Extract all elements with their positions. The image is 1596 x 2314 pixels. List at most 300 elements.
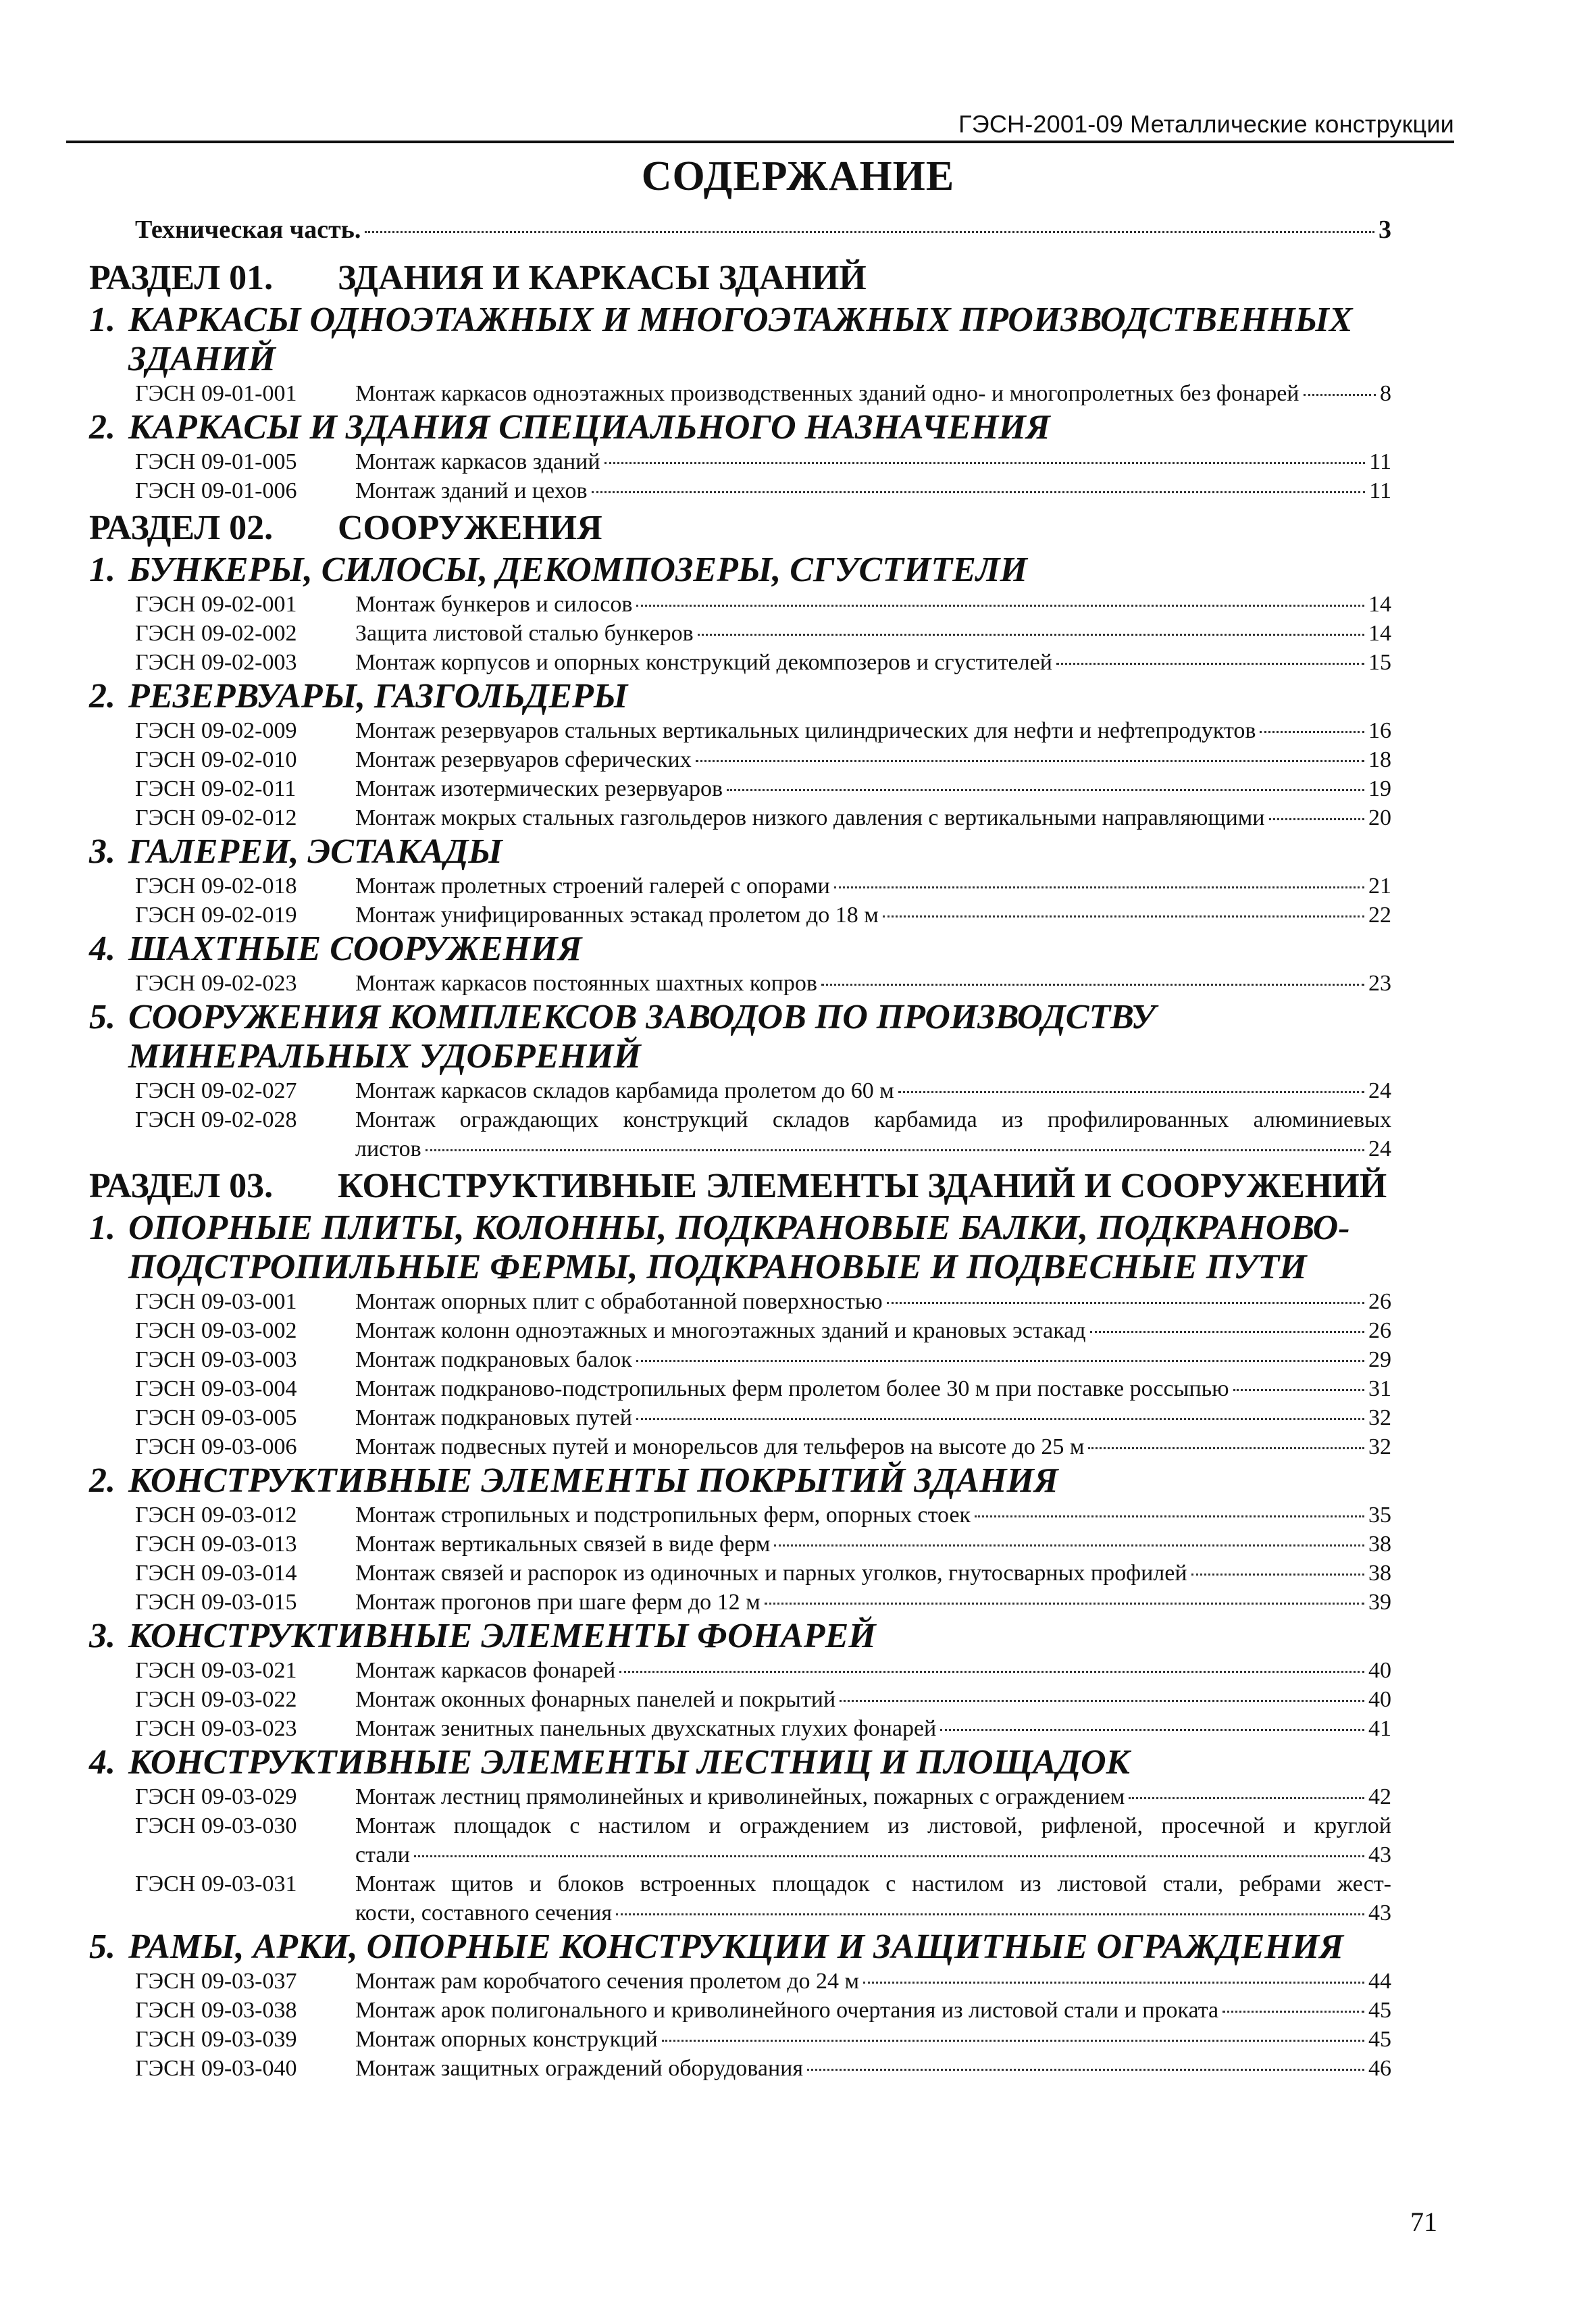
toc-entry[interactable] — [0, 901, 1596, 930]
entry-page: 31 — [1368, 1376, 1391, 1401]
dot-leader — [863, 1982, 1364, 1984]
entry-page: 24 — [1368, 1078, 1391, 1103]
dot-leader — [1129, 1797, 1364, 1799]
entry-page: 45 — [1368, 2027, 1391, 2052]
entry-page: 42 — [1368, 1784, 1391, 1809]
entry-page: 32 — [1368, 1434, 1391, 1459]
subsection-title: КОНСТРУКТИВНЫЕ ЭЛЕМЕНТЫ ПОКРЫТИЙ ЗДАНИЯ — [128, 1461, 1058, 1500]
subsection-number: 2. — [89, 408, 115, 447]
entry-text-first-line: Монтаж площадок с настилом и ограждением из листовой, рифленой, просечной и круглой — [355, 1813, 1391, 1838]
toc-entry[interactable] — [0, 1656, 1596, 1685]
entry-body — [355, 872, 1391, 901]
entry-body — [355, 1685, 1391, 1714]
entry-page: 38 — [1368, 1561, 1391, 1586]
entry-page: 43 — [1368, 1901, 1391, 1926]
toc-technical-part[interactable] — [135, 215, 1391, 255]
entry-code: ГЭСН 09-02-011 — [135, 776, 297, 801]
entry-body — [355, 1967, 1391, 1996]
entry-code: ГЭСН 09-03-014 — [135, 1561, 297, 1586]
entry-line — [355, 2054, 1391, 2083]
dot-leader — [619, 1671, 1364, 1673]
entry-text: Монтаж зенитных панельных двухскатных глухих фонарей — [355, 1716, 937, 1741]
entry-code: ГЭСН 09-03-003 — [135, 1347, 297, 1372]
section-heading — [89, 258, 1393, 298]
subsection-number: 2. — [89, 677, 115, 715]
entry-code: ГЭСН 09-03-029 — [135, 1784, 297, 1809]
toc-entry[interactable] — [0, 745, 1596, 774]
section-heading — [89, 508, 1393, 548]
dot-leader — [1191, 1574, 1364, 1576]
entry-code: ГЭСН 09-02-019 — [135, 903, 297, 928]
section-title: ЗДАНИЯ И КАРКАСЫ ЗДАНИЙ — [338, 259, 867, 297]
entry-body — [355, 1287, 1391, 1316]
entry-line — [355, 1967, 1391, 1996]
toc-entry[interactable] — [0, 1374, 1596, 1403]
entry-code: ГЭСН 09-03-030 — [135, 1813, 297, 1838]
entry-line — [355, 774, 1391, 803]
toc-entry[interactable] — [0, 447, 1596, 476]
entry-code: ГЭСН 09-03-012 — [135, 1503, 297, 1528]
dot-leader — [1269, 818, 1365, 820]
entry-line — [355, 2025, 1391, 2054]
entry-page: 8 — [1380, 381, 1391, 406]
entry-text: Монтаж каркасов фонарей — [355, 1658, 616, 1683]
toc-entry[interactable] — [0, 1287, 1596, 1316]
entry-body — [355, 716, 1391, 745]
entry-code: ГЭСН 09-03-031 — [135, 1871, 297, 1896]
subsection-number: 1. — [89, 1209, 115, 1247]
subsection-number: 1. — [89, 551, 115, 589]
entry-page: 14 — [1368, 621, 1391, 646]
entry-page: 40 — [1368, 1658, 1391, 1683]
entry-line — [355, 1840, 1391, 1869]
subsection-title: КОНСТРУКТИВНЫЕ ЭЛЕМЕНТЫ ФОНАРЕЙ — [128, 1617, 876, 1655]
subsection-number: 4. — [89, 1743, 115, 1782]
entry-code: ГЭСН 09-03-021 — [135, 1658, 297, 1683]
entry-text: Монтаж колонн одноэтажных и многоэтажных зданий и крановых эстакад — [355, 1318, 1086, 1343]
subsection-title: ОПОРНЫЕ ПЛИТЫ, КОЛОННЫ, ПОДКРАНОВЫЕ БАЛКИ, ПОДКРАНОВО-ПОДСТРОПИЛЬНЫЕ ФЕРМЫ, ПОДКРАНОВЫЕ И ПОДВЕСНЫЕ ПУТИ — [128, 1209, 1350, 1286]
toc-entry[interactable] — [0, 648, 1596, 677]
toc-entry[interactable] — [0, 1316, 1596, 1345]
entry-page: 26 — [1368, 1289, 1391, 1314]
toc-entry[interactable] — [0, 1432, 1596, 1461]
entry-body — [355, 1869, 1391, 1928]
entry-body — [355, 2025, 1391, 2054]
entry-line — [355, 1432, 1391, 1461]
entry-text: Монтаж пролетных строений галерей с опорами — [355, 874, 830, 899]
entry-body — [355, 648, 1391, 677]
entry-body — [355, 1501, 1391, 1530]
entry-text: Монтаж рам коробчатого сечения пролетом до 24 м — [355, 1969, 860, 1994]
entry-body — [355, 774, 1391, 803]
entry-line — [355, 969, 1391, 998]
entry-text: Монтаж каркасов зданий — [355, 449, 600, 474]
entry-text: Монтаж каркасов постоянных шахтных копров — [355, 971, 817, 996]
dot-leader — [1233, 1389, 1364, 1391]
entry-line — [355, 476, 1391, 505]
dot-leader — [698, 634, 1364, 636]
dot-leader — [883, 915, 1364, 917]
entry-code: ГЭСН 09-03-023 — [135, 1716, 297, 1741]
entry-line — [355, 1656, 1391, 1685]
entry-code: ГЭСН 09-01-006 — [135, 478, 297, 503]
entry-page: 41 — [1368, 1716, 1391, 1741]
page-number: 71 — [1410, 2207, 1437, 2237]
toc-entry[interactable] — [0, 1501, 1596, 1530]
entry-body — [355, 619, 1391, 648]
entry-page: 29 — [1368, 1347, 1391, 1372]
toc-entry[interactable] — [0, 716, 1596, 745]
dot-leader — [774, 1544, 1364, 1546]
toc-entry[interactable] — [0, 1714, 1596, 1743]
entry-code: ГЭСН 09-03-022 — [135, 1687, 297, 1712]
entry-code: ГЭСН 09-03-038 — [135, 1998, 297, 2023]
dot-leader — [840, 1700, 1364, 1702]
subsection-title: БУНКЕРЫ, СИЛОСЫ, ДЕКОМПОЗЕРЫ, СГУСТИТЕЛИ — [128, 551, 1028, 589]
dot-leader — [887, 1302, 1364, 1304]
entry-text: Монтаж стропильных и подстропильных ферм, опорных стоек — [355, 1503, 971, 1528]
entry-page: 32 — [1368, 1405, 1391, 1430]
subsection-number: 2. — [89, 1461, 115, 1500]
entry-code: ГЭСН 09-02-028 — [135, 1107, 297, 1132]
entry-line — [355, 1316, 1391, 1345]
subsection-heading — [89, 1743, 1393, 1782]
section-number: РАЗДЕЛ 02. — [89, 509, 274, 547]
dot-leader — [807, 2069, 1364, 2071]
entry-body — [355, 1076, 1391, 1105]
toc-entry[interactable] — [0, 1967, 1596, 1996]
entry-line — [355, 447, 1391, 476]
entry-text: Монтаж оконных фонарных панелей и покрытий — [355, 1687, 836, 1712]
entry-text: Монтаж бункеров и силосов — [355, 592, 633, 617]
entry-code: ГЭСН 09-02-027 — [135, 1078, 297, 1103]
entry-page: 44 — [1368, 1969, 1391, 1994]
entry-body — [355, 1316, 1391, 1345]
toc-entry[interactable] — [0, 1588, 1596, 1617]
entry-code: ГЭСН 09-02-001 — [135, 592, 297, 617]
dot-leader — [616, 1913, 1364, 1915]
entry-page: 14 — [1368, 592, 1391, 617]
section-title: СООРУЖЕНИЯ — [338, 509, 602, 547]
entry-page: 43 — [1368, 1842, 1391, 1867]
dot-leader — [696, 760, 1364, 762]
dot-leader — [821, 984, 1364, 986]
entry-code: ГЭСН 09-02-023 — [135, 971, 297, 996]
entry-body — [355, 1811, 1391, 1869]
entry-text-first-line: Монтаж щитов и блоков встроенных площадок с настилом из листовой стали, ребрами жест- — [355, 1871, 1391, 1896]
subsection-heading — [89, 1461, 1393, 1501]
subsection-title: СООРУЖЕНИЯ КОМПЛЕКСОВ ЗАВОДОВ ПО ПРОИЗВОДСТВУ МИНЕРАЛЬНЫХ УДОБРЕНИЙ — [128, 998, 1156, 1076]
entry-line — [355, 716, 1391, 745]
entry-body — [355, 1714, 1391, 1743]
toc-entry[interactable] — [0, 969, 1596, 998]
toc-entry[interactable] — [0, 1996, 1596, 2025]
entry-code: ГЭСН 09-02-010 — [135, 747, 297, 772]
dot-leader — [1222, 2011, 1364, 2013]
entry-body — [355, 969, 1391, 998]
toc-entry[interactable] — [0, 1403, 1596, 1432]
entry-page: 45 — [1368, 1998, 1391, 2023]
entry-body — [355, 1530, 1391, 1559]
header-rule — [66, 141, 1454, 143]
entry-page: 46 — [1368, 2056, 1391, 2081]
entry-code: ГЭСН 09-03-002 — [135, 1318, 297, 1343]
toc-entry[interactable] — [0, 803, 1596, 832]
subsection-heading — [89, 998, 1393, 1076]
dot-leader — [1056, 663, 1364, 665]
entry-code: ГЭСН 09-02-009 — [135, 718, 297, 743]
toc-entry[interactable] — [0, 476, 1596, 505]
entry-body — [355, 1374, 1391, 1403]
subsection-number: 4. — [89, 930, 115, 968]
entry-page: 23 — [1368, 971, 1391, 996]
entry-text: Монтаж зданий и цехов — [355, 478, 588, 503]
toc-technical-part-page: 3 — [1379, 216, 1391, 244]
entry-line — [355, 1076, 1391, 1105]
page-title: СОДЕРЖАНИЕ — [641, 153, 955, 199]
entry-body — [355, 590, 1391, 619]
entry-body — [355, 803, 1391, 832]
entry-code: ГЭСН 09-01-005 — [135, 449, 297, 474]
toc-entry[interactable] — [0, 2025, 1596, 2054]
section-title: КОНСТРУКТИВНЫЕ ЭЛЕМЕНТЫ ЗДАНИЙ И СООРУЖЕНИЙ — [338, 1167, 1387, 1205]
entry-line — [355, 619, 1391, 648]
entry-line — [355, 1403, 1391, 1432]
entry-page: 22 — [1368, 903, 1391, 928]
entry-text: Монтаж подкрановых путей — [355, 1405, 632, 1430]
subsection-number: 3. — [89, 1617, 115, 1655]
toc-entry[interactable] — [0, 1530, 1596, 1559]
subsection-title: РЕЗЕРВУАРЫ, ГАЗГОЛЬДЕРЫ — [128, 677, 628, 715]
subsection-number: 1. — [89, 301, 115, 339]
entry-code: ГЭСН 09-03-005 — [135, 1405, 297, 1430]
entry-page: 11 — [1369, 449, 1391, 474]
entry-text: Монтаж изотермических резервуаров — [355, 776, 723, 801]
entry-text: Монтаж связей и распорок из одиночных и парных уголков, гнутосварных профилей — [355, 1561, 1187, 1586]
subsection-heading — [89, 1209, 1393, 1287]
entry-line — [355, 1530, 1391, 1559]
toc-entry[interactable] — [0, 2054, 1596, 2083]
entry-line — [355, 803, 1391, 832]
entry-body — [355, 745, 1391, 774]
entry-line — [355, 1782, 1391, 1811]
table-of-contents — [0, 215, 1596, 2083]
toc-entry[interactable] — [0, 774, 1596, 803]
subsection-number: 5. — [89, 1928, 115, 1966]
entry-code: ГЭСН 09-02-003 — [135, 650, 297, 675]
entry-body — [355, 1559, 1391, 1588]
toc-entry[interactable] — [0, 1105, 1596, 1163]
entry-text: Монтаж опорных плит с обработанной поверхностью — [355, 1289, 883, 1314]
dot-leader — [727, 789, 1364, 791]
entry-line — [355, 1134, 1391, 1163]
subsection-heading — [89, 301, 1393, 379]
subsection-heading — [89, 677, 1393, 716]
entry-code: ГЭСН 09-02-018 — [135, 874, 297, 899]
entry-page: 15 — [1368, 650, 1391, 675]
entry-page: 35 — [1368, 1503, 1391, 1528]
entry-line — [355, 1588, 1391, 1617]
entry-text: Монтаж подкраново-подстропильных ферм пролетом более 30 м при поставке россыпью — [355, 1376, 1229, 1401]
entry-page: 26 — [1368, 1318, 1391, 1343]
entry-text: Монтаж корпусов и опорных конструкций декомпозеров и сгустителей — [355, 650, 1052, 675]
entry-text: Монтаж резервуаров сферических — [355, 747, 692, 772]
dot-leader — [662, 2040, 1364, 2042]
entry-text: кости, составного сечения — [355, 1901, 612, 1926]
subsection-title: ГАЛЕРЕИ, ЭСТАКАДЫ — [128, 832, 503, 871]
dot-leader — [834, 886, 1364, 888]
entry-code: ГЭСН 09-03-015 — [135, 1590, 297, 1615]
toc-entry[interactable] — [0, 590, 1596, 619]
entry-text: Монтаж лестниц прямолинейных и криволинейных, пожарных с ограждением — [355, 1784, 1125, 1809]
entry-code: ГЭСН 09-01-001 — [135, 381, 297, 406]
subsection-heading — [89, 408, 1393, 447]
subsection-heading — [89, 930, 1393, 969]
subsection-number: 5. — [89, 998, 115, 1036]
entry-code: ГЭСН 09-03-039 — [135, 2027, 297, 2052]
entry-line — [355, 379, 1391, 408]
entry-page: 38 — [1368, 1532, 1391, 1557]
dot-leader — [1090, 1331, 1364, 1333]
entry-line — [355, 1374, 1391, 1403]
toc-entry[interactable] — [0, 1869, 1596, 1928]
subsection-title: ШАХТНЫЕ СООРУЖЕНИЯ — [128, 930, 582, 968]
entry-code: ГЭСН 09-03-004 — [135, 1376, 297, 1401]
dot-leader — [1088, 1447, 1364, 1449]
entry-text: Монтаж мокрых стальных газгольдеров низкого давления с вертикальными направляющими — [355, 805, 1265, 830]
entry-line — [355, 1996, 1391, 2025]
entry-line — [355, 648, 1391, 677]
entry-text: Монтаж опорных конструкций — [355, 2027, 658, 2052]
entry-text: Монтаж прогонов при шаге ферм до 12 м — [355, 1590, 761, 1615]
entry-page: 21 — [1368, 874, 1391, 899]
entry-body — [355, 1996, 1391, 2025]
toc-entry[interactable] — [0, 1782, 1596, 1811]
entry-code: ГЭСН 09-03-013 — [135, 1532, 297, 1557]
entry-code: ГЭСН 09-03-001 — [135, 1289, 297, 1314]
entry-line — [355, 745, 1391, 774]
entry-body — [355, 1588, 1391, 1617]
subsection-title: КАРКАСЫ И ЗДАНИЯ СПЕЦИАЛЬНОГО НАЗНАЧЕНИЯ — [128, 408, 1050, 447]
entry-text: Монтаж арок полигонального и криволинейного очертания из листовой стали и проката — [355, 1998, 1219, 2023]
running-header: ГЭСН-2001-09 Металлические конструкции — [958, 110, 1454, 138]
entry-code: ГЭСН 09-03-006 — [135, 1434, 297, 1459]
entry-body — [355, 901, 1391, 930]
entry-line — [355, 1559, 1391, 1588]
subsection-heading — [89, 832, 1393, 872]
entry-body — [355, 1403, 1391, 1432]
toc-entry[interactable] — [0, 872, 1596, 901]
dot-leader — [636, 605, 1364, 607]
entry-page: 19 — [1368, 776, 1391, 801]
entry-body — [355, 1656, 1391, 1685]
entry-line — [355, 1287, 1391, 1316]
dot-leader — [636, 1360, 1364, 1362]
entry-page: 16 — [1368, 718, 1391, 743]
entry-body — [355, 1105, 1391, 1163]
toc-entry[interactable] — [0, 1811, 1596, 1869]
entry-code: ГЭСН 09-02-012 — [135, 805, 297, 830]
entry-text: Монтаж вертикальных связей в виде ферм — [355, 1532, 771, 1557]
entry-text: стали — [355, 1842, 410, 1867]
entry-body — [355, 1432, 1391, 1461]
entry-line — [355, 1345, 1391, 1374]
subsection-title: РАМЫ, АРКИ, ОПОРНЫЕ КОНСТРУКЦИИ И ЗАЩИТНЫЕ ОГРАЖДЕНИЯ — [128, 1928, 1344, 1966]
entry-text: Монтаж каркасов складов карбамида пролетом до 60 м — [355, 1078, 894, 1103]
entry-text: Монтаж подкрановых балок — [355, 1347, 632, 1372]
dot-leader — [898, 1091, 1364, 1093]
entry-page: 18 — [1368, 747, 1391, 772]
entry-code: ГЭСН 09-03-037 — [135, 1969, 297, 1994]
entry-text: Монтаж подвесных путей и монорельсов для тельферов на высоте до 25 м — [355, 1434, 1085, 1459]
section-number: РАЗДЕЛ 01. — [89, 259, 274, 297]
dot-leader — [365, 231, 1374, 233]
section-heading — [89, 1166, 1393, 1206]
subsection-title: КАРКАСЫ ОДНОЭТАЖНЫХ И МНОГОЭТАЖНЫХ ПРОИЗВОДСТВЕННЫХ ЗДАНИЙ — [128, 301, 1353, 378]
toc-entry[interactable] — [0, 619, 1596, 648]
entry-body — [355, 447, 1391, 476]
entry-line — [355, 1714, 1391, 1743]
entry-code: ГЭСН 09-03-040 — [135, 2056, 297, 2081]
subsection-heading — [89, 1617, 1393, 1656]
toc-entry[interactable] — [0, 1345, 1596, 1374]
toc-entry[interactable] — [0, 1685, 1596, 1714]
dot-leader — [604, 462, 1366, 464]
entry-code: ГЭСН 09-02-002 — [135, 621, 297, 646]
entry-line — [355, 901, 1391, 930]
toc-entry[interactable] — [0, 1076, 1596, 1105]
entry-body — [355, 1345, 1391, 1374]
entry-text-first-line: Монтаж ограждающих конструкций складов карбамида из профилированных алюминиевых — [355, 1107, 1391, 1132]
entry-page: 24 — [1368, 1136, 1391, 1161]
entry-body — [355, 379, 1391, 408]
entry-page: 40 — [1368, 1687, 1391, 1712]
entry-text: Монтаж унифицированных эстакад пролетом до 18 м — [355, 903, 879, 928]
entry-text: Монтаж каркасов одноэтажных производственных зданий одно- и многопролетных без фонарей — [355, 381, 1299, 406]
subsection-heading — [89, 1928, 1393, 1967]
toc-entry[interactable] — [0, 1559, 1596, 1588]
dot-leader — [1304, 394, 1376, 396]
dot-leader — [414, 1855, 1364, 1857]
dot-leader — [975, 1515, 1364, 1517]
toc-technical-part-label: Техническая часть. — [135, 216, 361, 244]
toc-entry[interactable] — [0, 379, 1596, 408]
entry-text: Защита листовой сталью бункеров — [355, 621, 694, 646]
entry-body — [355, 476, 1391, 505]
entry-page: 20 — [1368, 805, 1391, 830]
entry-line — [355, 590, 1391, 619]
entry-page: 39 — [1368, 1590, 1391, 1615]
section-number: РАЗДЕЛ 03. — [89, 1167, 274, 1205]
entry-page: 11 — [1369, 478, 1391, 503]
entry-body — [355, 1782, 1391, 1811]
dot-leader — [765, 1603, 1364, 1605]
subsection-title: КОНСТРУКТИВНЫЕ ЭЛЕМЕНТЫ ЛЕСТНИЦ И ПЛОЩАДОК — [128, 1743, 1130, 1782]
dot-leader — [592, 491, 1366, 493]
entry-line — [355, 1685, 1391, 1714]
dot-leader — [636, 1418, 1364, 1420]
entry-body — [355, 2054, 1391, 2083]
entry-line — [355, 872, 1391, 901]
subsection-heading — [89, 551, 1393, 590]
subsection-number: 3. — [89, 832, 115, 871]
entry-text: Монтаж защитных ограждений оборудования — [355, 2056, 803, 2081]
entry-text: Монтаж резервуаров стальных вертикальных цилиндрических для нефти и нефтепродуктов — [355, 718, 1256, 743]
entry-line — [355, 1501, 1391, 1530]
entry-line — [355, 1898, 1391, 1928]
dot-leader — [426, 1149, 1364, 1151]
entry-text: листов — [355, 1136, 421, 1161]
